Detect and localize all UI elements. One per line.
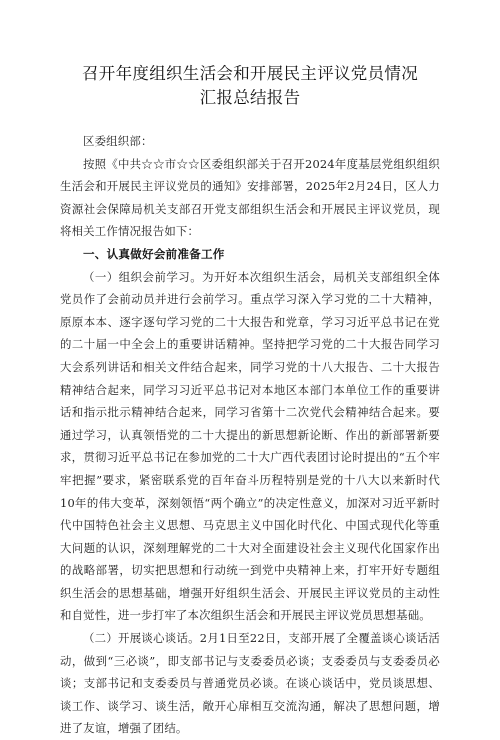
talk-paragraph: （二）开展谈心谈话。2月1日至22日，支部开展了全覆盖谈心谈话活动，做到“三必谈”，即支部书记与支委委员必谈；支委委员与支委委员必谈；支部书记和支委委员与普通党员必谈。在谈心谈话中，党员谈思想、谈工作、谈学习、谈生活，敞开心扉相互交流沟通，解决了思想问题，增进了友谊，增强了团结。 (60, 631, 440, 736)
title-line-1: 召开年度组织生活会和开展民主评议党员情况 (82, 64, 418, 83)
salutation: 区委组织部： (83, 134, 153, 148)
title-line-2: 汇报总结报告 (199, 88, 301, 107)
intro-paragraph: 按照《中共☆☆市☆☆区委组织部关于召开2024年度基层党组织组织生活会和开展民主评议党员的通知》安排部署，2025年2月24日，区人力资源社会保障局机关支部召开党支部组织生活会和开展民主评议党员，现将相关工作情况报告如下： (60, 156, 440, 239)
document-body (60, 130, 440, 740)
study-paragraph: （一）组织会前学习。为开好本次组织生活会，局机关支部组织全体党员作了会前动员并进行会前学习。重点学习深入学习党的二十大精神，原原本本、逐字逐句学习党的二十大报告和党章，学习习近平总书记在党的二十届一中全会上的重要讲话精神。坚持把学习党的二十大报告同学习大会系列讲话和相关文件结合起来，同学习党的十八大报告、二十大报告精神结合起来，同学习习近平总书记对本地区本部门本单位工作的重要讲话和指示批示精神结合起来，同学习省第十二次党代会精神结合起来。要通过学习，认真领悟党的二十大提出的新思想新论断、作出的新部署新要求，贯彻习近平总书记在参加党的二十大广西代表团讨论时提出的“五个牢牢把握”要求，紧密联系党的百年奋斗历程特别是党的十八大以来新时代10年的伟大变革，深刻领悟“两个确立”的决定性意义，加深对习近平新时代中国特色社会主义思想、马克思主义中国化时代化、中国式现代化等重大问题的认识，深刻理解党的二十大对全面建设社会主义现代化国家作出的战略部署，切实把思想和行动统一到党中央精神上来，打牢开好专题组织生活会的思想基础，增强开好组织生活会、开展民主评议党员的主动性和自觉性，进一步打牢了本次组织生活会和开展民主评议党员思想基础。 (60, 269, 440, 623)
document-title (60, 62, 440, 110)
section-heading: 一、认真做好会前准备工作 (83, 246, 225, 261)
